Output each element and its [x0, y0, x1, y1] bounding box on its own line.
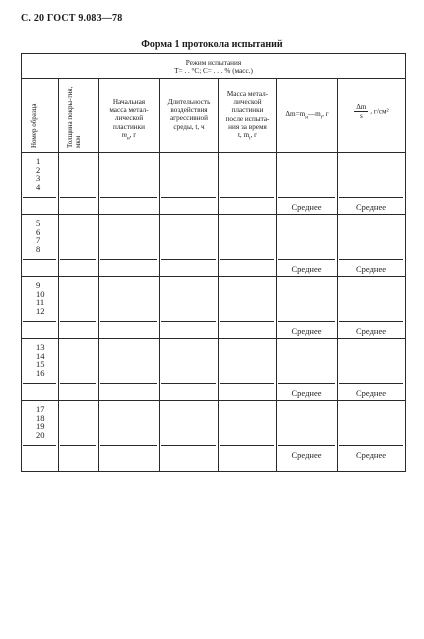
group-rule — [23, 197, 56, 198]
col-divider-5 — [276, 78, 277, 471]
group-rule — [278, 259, 335, 260]
group-rule — [60, 321, 96, 322]
average-label: Среднее — [291, 264, 322, 274]
average-label: Среднее — [356, 388, 386, 398]
group-rule — [220, 197, 274, 198]
sample-number: 16 — [36, 368, 45, 379]
header-initial-mass: Начальная масса метал- лической пластинки $m_н$, г — [109, 98, 149, 142]
header-mid-rule — [21, 78, 406, 79]
group-rule — [100, 445, 157, 446]
average-label: Среднее — [356, 264, 386, 274]
group-rule — [23, 383, 56, 384]
average-label: Среднее — [291, 450, 322, 460]
group-rule — [220, 383, 274, 384]
test-mode-line2: T= . . °C; C= . . . % (масс.) — [174, 67, 253, 75]
group-rule — [60, 197, 96, 198]
group-separator — [21, 338, 406, 339]
sample-number: 5 — [36, 218, 41, 228]
group-separator — [21, 276, 406, 277]
header-specific-mass-loss: $\frac{\Delta m}{s}$ , г/см² — [356, 103, 389, 121]
sample-number: 13 — [36, 342, 45, 352]
sample-number: 19 — [36, 421, 45, 432]
sample-number: 17 — [36, 404, 45, 414]
group-rule — [161, 197, 216, 198]
average-label: Среднее — [356, 202, 386, 212]
sample-number: 2 — [36, 164, 41, 175]
group-rule — [278, 197, 335, 198]
sample-number: 20 — [36, 430, 45, 441]
col-divider-6 — [337, 78, 338, 471]
group-rule — [278, 445, 335, 446]
average-label: Среднее — [291, 388, 322, 398]
sample-number: 15 — [36, 359, 45, 370]
page-header: С. 20 ГОСТ 9.083—78 — [21, 13, 123, 24]
sample-number: 3 — [36, 173, 41, 184]
group-rule — [220, 259, 274, 260]
group-rule — [339, 259, 403, 260]
header-mass-loss: $\Delta m=m_н—m_t$, г — [285, 110, 329, 121]
group-rule — [60, 259, 96, 260]
sample-number: 9 — [36, 280, 41, 290]
group-rule — [339, 197, 403, 198]
group-rule — [220, 445, 274, 446]
test-mode-line1: Режим испытания — [185, 59, 242, 67]
sample-number: 10 — [36, 288, 45, 299]
form-title: Форма 1 протокола испытаний — [141, 39, 283, 50]
header-bottom-rule — [21, 152, 406, 153]
group-rule — [100, 259, 157, 260]
group-rule — [278, 321, 335, 322]
sample-number: 6 — [36, 226, 41, 237]
sample-number: 8 — [36, 244, 41, 255]
group-rule — [23, 445, 56, 446]
group-separator — [21, 214, 406, 215]
sample-number: 4 — [36, 182, 41, 193]
sample-number: 1 — [36, 156, 41, 166]
header-duration: Длительность воздействия агрессивной среды, t, ч — [167, 98, 211, 131]
sample-number: 18 — [36, 412, 45, 423]
average-label: Среднее — [356, 326, 386, 336]
group-rule — [278, 383, 335, 384]
group-rule — [339, 445, 403, 446]
group-rule — [60, 445, 96, 446]
col-divider-1 — [58, 78, 59, 471]
group-rule — [161, 445, 216, 446]
group-rule — [100, 197, 157, 198]
table-top-border — [21, 53, 406, 54]
table-right-border — [405, 53, 406, 472]
sample-number: 11 — [36, 297, 45, 308]
average-label: Среднее — [356, 450, 386, 460]
sample-number: 12 — [36, 306, 45, 317]
average-label: Среднее — [291, 326, 322, 336]
group-separator — [21, 400, 406, 401]
table-left-border — [21, 53, 22, 472]
header-mass-after-test: Масса метал- лической пластинки после испыта- ния за время t, $m_t$, г — [225, 90, 270, 142]
group-rule — [23, 321, 56, 322]
header-sample-number: Номер образца — [30, 103, 38, 148]
group-rule — [339, 383, 403, 384]
average-label: Среднее — [291, 202, 322, 212]
group-rule — [339, 321, 403, 322]
table-bottom-border — [21, 471, 406, 472]
sample-number: 7 — [36, 235, 41, 246]
group-rule — [220, 321, 274, 322]
sample-number: 14 — [36, 350, 45, 361]
group-rule — [100, 321, 157, 322]
group-rule — [161, 259, 216, 260]
group-rule — [60, 383, 96, 384]
group-rule — [161, 383, 216, 384]
group-rule — [161, 321, 216, 322]
group-rule — [23, 259, 56, 260]
col-divider-3 — [159, 78, 160, 471]
header-coating-thickness: Толщина покры-тия, мкм — [66, 86, 82, 148]
group-rule — [100, 383, 157, 384]
